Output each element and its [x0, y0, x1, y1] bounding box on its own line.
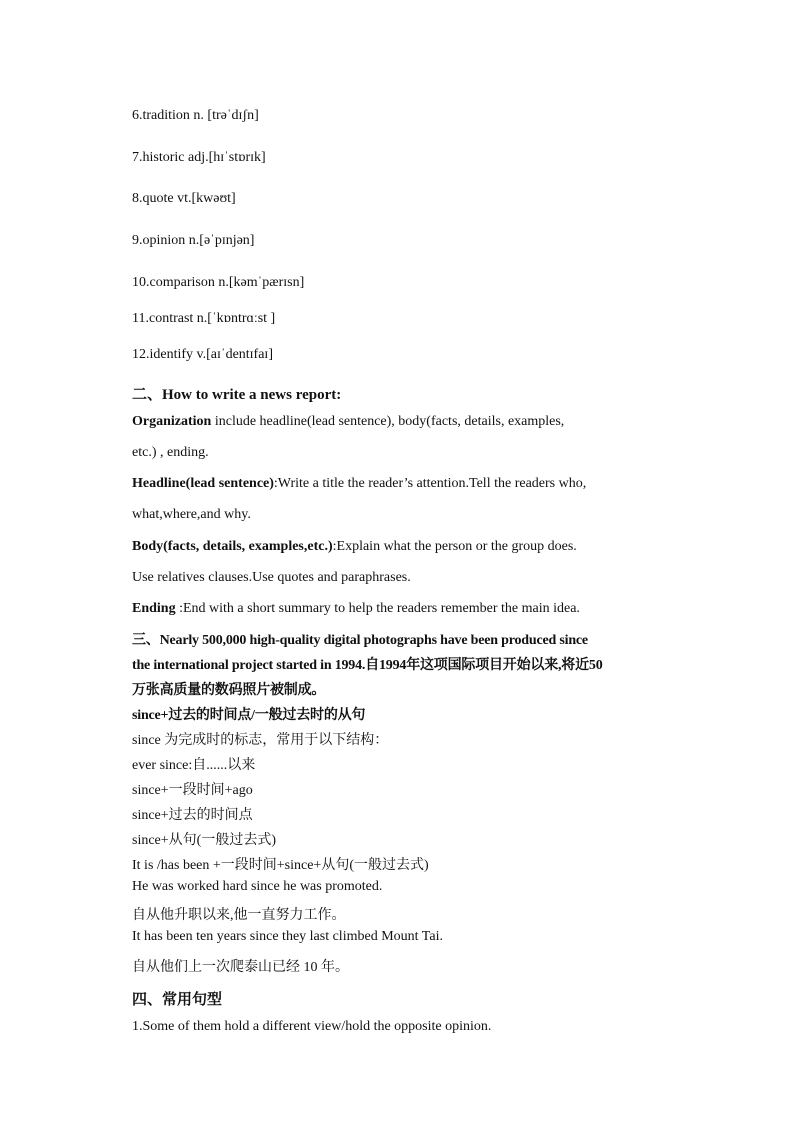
- headline-paragraph: [132, 476, 586, 492]
- since-subheading: since+过去的时间点/一般过去时的从句: [132, 708, 366, 723]
- body-label: Body(facts, details, examples,etc.): [132, 539, 333, 554]
- section3-line-3: 万张高质量的数码照片被制成。: [132, 683, 326, 698]
- vocab-item-quote: 8.quote vt.[kwəʊt]: [132, 191, 236, 206]
- example-1-chinese: 自从他升职以来,他一直努力工作。: [132, 908, 346, 923]
- headline-label: Headline(lead sentence): [132, 476, 274, 491]
- ending-text: :End with a short summary to help the readers remember the main idea.: [175, 601, 580, 616]
- body-text: :Explain what the person or the group does.: [332, 539, 577, 554]
- headline-text: :Write a title the reader’s attention.Tell the readers who,: [273, 476, 587, 491]
- section3-line-1: 三、Nearly 500,000 high-quality digital photographs have been produced since: [132, 633, 588, 648]
- body-continued: Use relatives clauses.Use quotes and paraphrases.: [132, 570, 411, 585]
- since-pattern-3: since+过去的时间点: [132, 808, 253, 823]
- since-pattern-1: ever since:自......以来: [132, 758, 256, 773]
- vocab-item-historic: 7.historic adj.[hɪˈstɒrɪk]: [132, 150, 266, 165]
- example-2-english: It has been ten years since they last climbed Mount Tai.: [132, 929, 443, 944]
- section3-line-2: the international project started in 1994.自1994年这项国际项目开始以来,将近50: [132, 658, 603, 673]
- organization-label: Organization: [132, 414, 212, 429]
- vocab-item-contrast: 11.contrast n.[ˈkɒntrɑːst ]: [132, 311, 276, 326]
- section-heading-news-report: 二、How to write a news report:: [132, 387, 342, 403]
- organization-paragraph: [132, 414, 564, 430]
- ending-label: Ending: [132, 601, 176, 616]
- since-pattern-5: It is /has been +一段时间+since+从句(一般过去式): [132, 858, 429, 873]
- body-paragraph: [132, 539, 577, 555]
- vocab-item-opinion: 9.opinion n.[əˈpɪnjən]: [132, 233, 255, 248]
- vocab-item-tradition: 6.tradition n. [trəˈdɪʃn]: [132, 108, 259, 123]
- organization-text: include headline(lead sentence), body(facts, details, examples,: [211, 414, 565, 429]
- example-2-chinese: 自从他们上一次爬泰山已经 10 年。: [132, 960, 349, 975]
- since-pattern-4: since+从句(一般过去式): [132, 833, 276, 848]
- ending-paragraph: [132, 601, 580, 617]
- example-1-english: He was worked hard since he was promoted.: [132, 879, 383, 894]
- since-pattern-2: since+一段时间+ago: [132, 783, 253, 798]
- organization-continued: etc.) , ending.: [132, 445, 209, 460]
- vocab-item-identify: 12.identify v.[aɪˈdentɪfaɪ]: [132, 347, 273, 362]
- vocab-item-comparison: 10.comparison n.[kəmˈpærɪsn]: [132, 275, 305, 290]
- headline-continued: what,where,and why.: [132, 507, 251, 522]
- section-heading-common-sentences: 四、常用句型: [132, 992, 223, 1008]
- since-intro: since 为完成时的标志，常用于以下结构：: [132, 733, 389, 748]
- sentence-pattern-1: 1.Some of them hold a different view/hold the opposite opinion.: [132, 1019, 492, 1034]
